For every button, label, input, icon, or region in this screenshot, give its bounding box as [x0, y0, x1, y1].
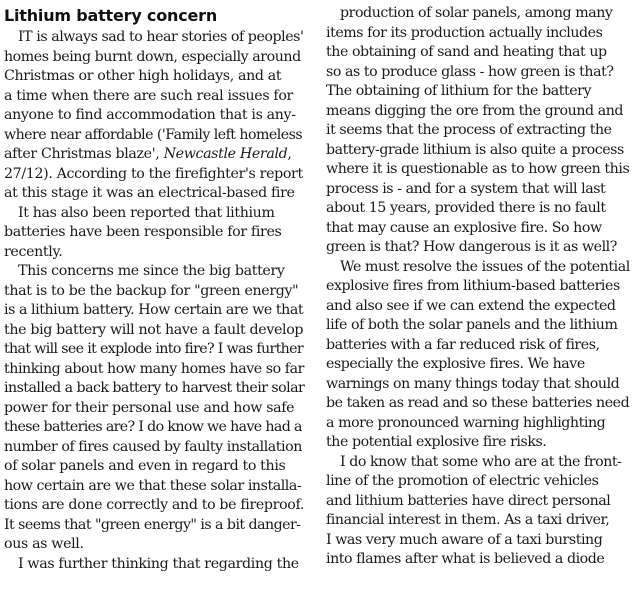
text-line — [326, 355, 632, 375]
right-column — [326, 4, 632, 570]
line-suffix: , — [287, 146, 292, 162]
text-line — [326, 414, 632, 434]
text-line — [326, 375, 632, 395]
text-line — [4, 516, 304, 536]
line-text: number of fires caused by faulty installation — [4, 438, 302, 455]
text-line — [326, 453, 632, 473]
line-text: at this stage it was an electrical-based fire — [4, 185, 295, 201]
line-text: Christmas or other high holidays, and at — [4, 68, 282, 84]
text-line — [326, 82, 632, 102]
text-line — [326, 277, 632, 297]
text-line — [326, 63, 632, 83]
text-line — [4, 223, 304, 243]
line-text: recently. — [4, 243, 63, 260]
text-line — [326, 336, 632, 356]
line-text: of solar panels and even in regard to this — [4, 458, 286, 474]
line-text: ous as well. — [4, 536, 84, 552]
line-text: these batteries are? I do know we have had a — [4, 419, 302, 435]
line-text: the obtaining of sand and heating that up — [326, 44, 607, 60]
line-text: and lithium batteries have direct personal — [326, 492, 611, 509]
text-line — [326, 4, 632, 24]
line-text: and also see if we can extend the expected — [326, 297, 616, 314]
line-text: means digging the ore from the ground and — [326, 102, 624, 119]
text-line — [4, 301, 304, 321]
text-line — [326, 141, 632, 161]
line-text: the big battery will not have a fault develop — [4, 321, 304, 338]
line-text: We must resolve the issues of the potential — [340, 258, 630, 275]
text-line — [4, 282, 304, 302]
line-text: 27/12). According to the firefighter's report — [4, 165, 303, 182]
text-line — [326, 472, 632, 492]
text-line — [326, 160, 632, 180]
line-text: installed a back battery to harvest their solar — [4, 380, 305, 396]
text-line — [4, 204, 304, 224]
text-line — [326, 219, 632, 239]
text-line — [326, 121, 632, 141]
line-text: production of solar panels, among many — [340, 5, 613, 21]
text-line — [4, 535, 304, 555]
line-text: the potential explosive fire risks. — [326, 434, 547, 450]
text-line — [4, 360, 304, 380]
text-line — [4, 28, 304, 48]
text-line — [4, 438, 304, 458]
text-line — [4, 340, 304, 360]
left-column — [4, 4, 304, 574]
text-line — [326, 258, 632, 278]
line-text: battery-grade lithium is also quite a process — [326, 141, 624, 158]
line-text: that is to be the backup for "green energy" — [4, 282, 299, 299]
line-text: batteries with a far reduced risk of fires, — [326, 336, 600, 353]
line-text: I was further thinking that regarding the — [18, 555, 299, 572]
text-line — [4, 477, 304, 497]
line-text: life of both the solar panels and the lithium — [326, 317, 618, 333]
text-line — [326, 102, 632, 122]
line-text: a more pronounced warning highlighting — [326, 414, 606, 431]
text-line — [4, 418, 304, 438]
text-line — [326, 297, 632, 317]
text-line — [326, 511, 632, 531]
line-text: into flames after what is believed a diode — [326, 551, 605, 567]
line-text: I was very much aware of a taxi bursting — [326, 531, 603, 548]
text-line — [4, 379, 304, 399]
line-text: how certain are we that these solar installa- — [4, 477, 302, 494]
line-text: be taken as read and so these batteries need — [326, 395, 630, 411]
text-line — [326, 199, 632, 219]
line-text: warnings on many things today that should — [326, 375, 620, 392]
line-text: green is that? How dangerous is it as well? — [326, 239, 617, 255]
line-text: This concerns me since the big battery — [18, 263, 285, 279]
line-text: where near affordable ('Family left homeless — [4, 126, 303, 143]
publication-name: Newcastle Herald — [163, 146, 288, 162]
text-line — [4, 321, 304, 341]
line-text: line of the promotion of electric vehicles — [326, 473, 599, 489]
text-line — [326, 180, 632, 200]
line-text: is a lithium battery. How certain are we that — [4, 302, 304, 318]
text-line — [326, 43, 632, 63]
line-text: tions are done correctly and to be fireproof. — [4, 497, 305, 513]
line-text: process is - and for a system that will last — [326, 180, 606, 197]
text-line — [4, 126, 304, 146]
line-text: items for its production actually includes — [326, 24, 603, 41]
text-line — [4, 67, 304, 87]
text-line — [4, 243, 304, 263]
line-text: It seems that "green energy" is a bit danger- — [4, 516, 301, 533]
line-text: It has also been reported that lithium — [18, 204, 275, 221]
text-line — [326, 394, 632, 414]
line-text: batteries have been responsible for fires — [4, 224, 282, 240]
text-line — [4, 184, 304, 204]
line-text: IT is always sad to hear stories of peoples' — [18, 29, 304, 45]
text-line — [4, 145, 304, 165]
line-text: where it is questionable as to how green this — [326, 161, 630, 177]
text-line — [326, 433, 632, 453]
line-text: anyone to find accommodation that is any- — [4, 107, 296, 123]
line-text: about 15 years, provided there is no fault — [326, 200, 606, 216]
text-line — [326, 550, 632, 570]
text-line — [4, 496, 304, 516]
text-line — [4, 165, 304, 185]
line-text: it seems that the process of extracting the — [326, 122, 612, 138]
line-text: that may cause an explosive fire. So how — [326, 219, 602, 236]
text-line — [4, 457, 304, 477]
line-text: explosive fires from lithium-based batteries — [326, 278, 620, 294]
line-text: a time when there are such real issues for — [4, 87, 293, 104]
line-text: The obtaining of lithium for the battery — [326, 83, 592, 99]
line-text: so as to produce glass - how green is that? — [326, 63, 614, 80]
line-text: homes being burnt down, especially around — [4, 48, 301, 65]
line-text: that will see it explode into fire? I was further — [4, 341, 304, 357]
text-line — [326, 492, 632, 512]
text-line — [326, 316, 632, 336]
line-text: thinking about how many homes have so far — [4, 360, 304, 377]
text-line — [4, 48, 304, 68]
text-line — [326, 24, 632, 44]
article-headline: Lithium battery concern — [4, 6, 218, 25]
text-line — [4, 106, 304, 126]
line-text: after Christmas blaze', — [4, 146, 164, 162]
text-line — [326, 238, 632, 258]
line-text: power for their personal use and how safe — [4, 399, 295, 416]
text-line — [4, 555, 304, 575]
text-line — [326, 531, 632, 551]
line-text: especially the explosive fires. We have — [326, 356, 585, 372]
line-text: I do know that some who are at the front- — [340, 453, 622, 470]
text-line — [4, 262, 304, 282]
line-text: financial interest in them. As a taxi driver, — [326, 512, 610, 528]
text-line — [4, 399, 304, 419]
text-line — [4, 87, 304, 107]
